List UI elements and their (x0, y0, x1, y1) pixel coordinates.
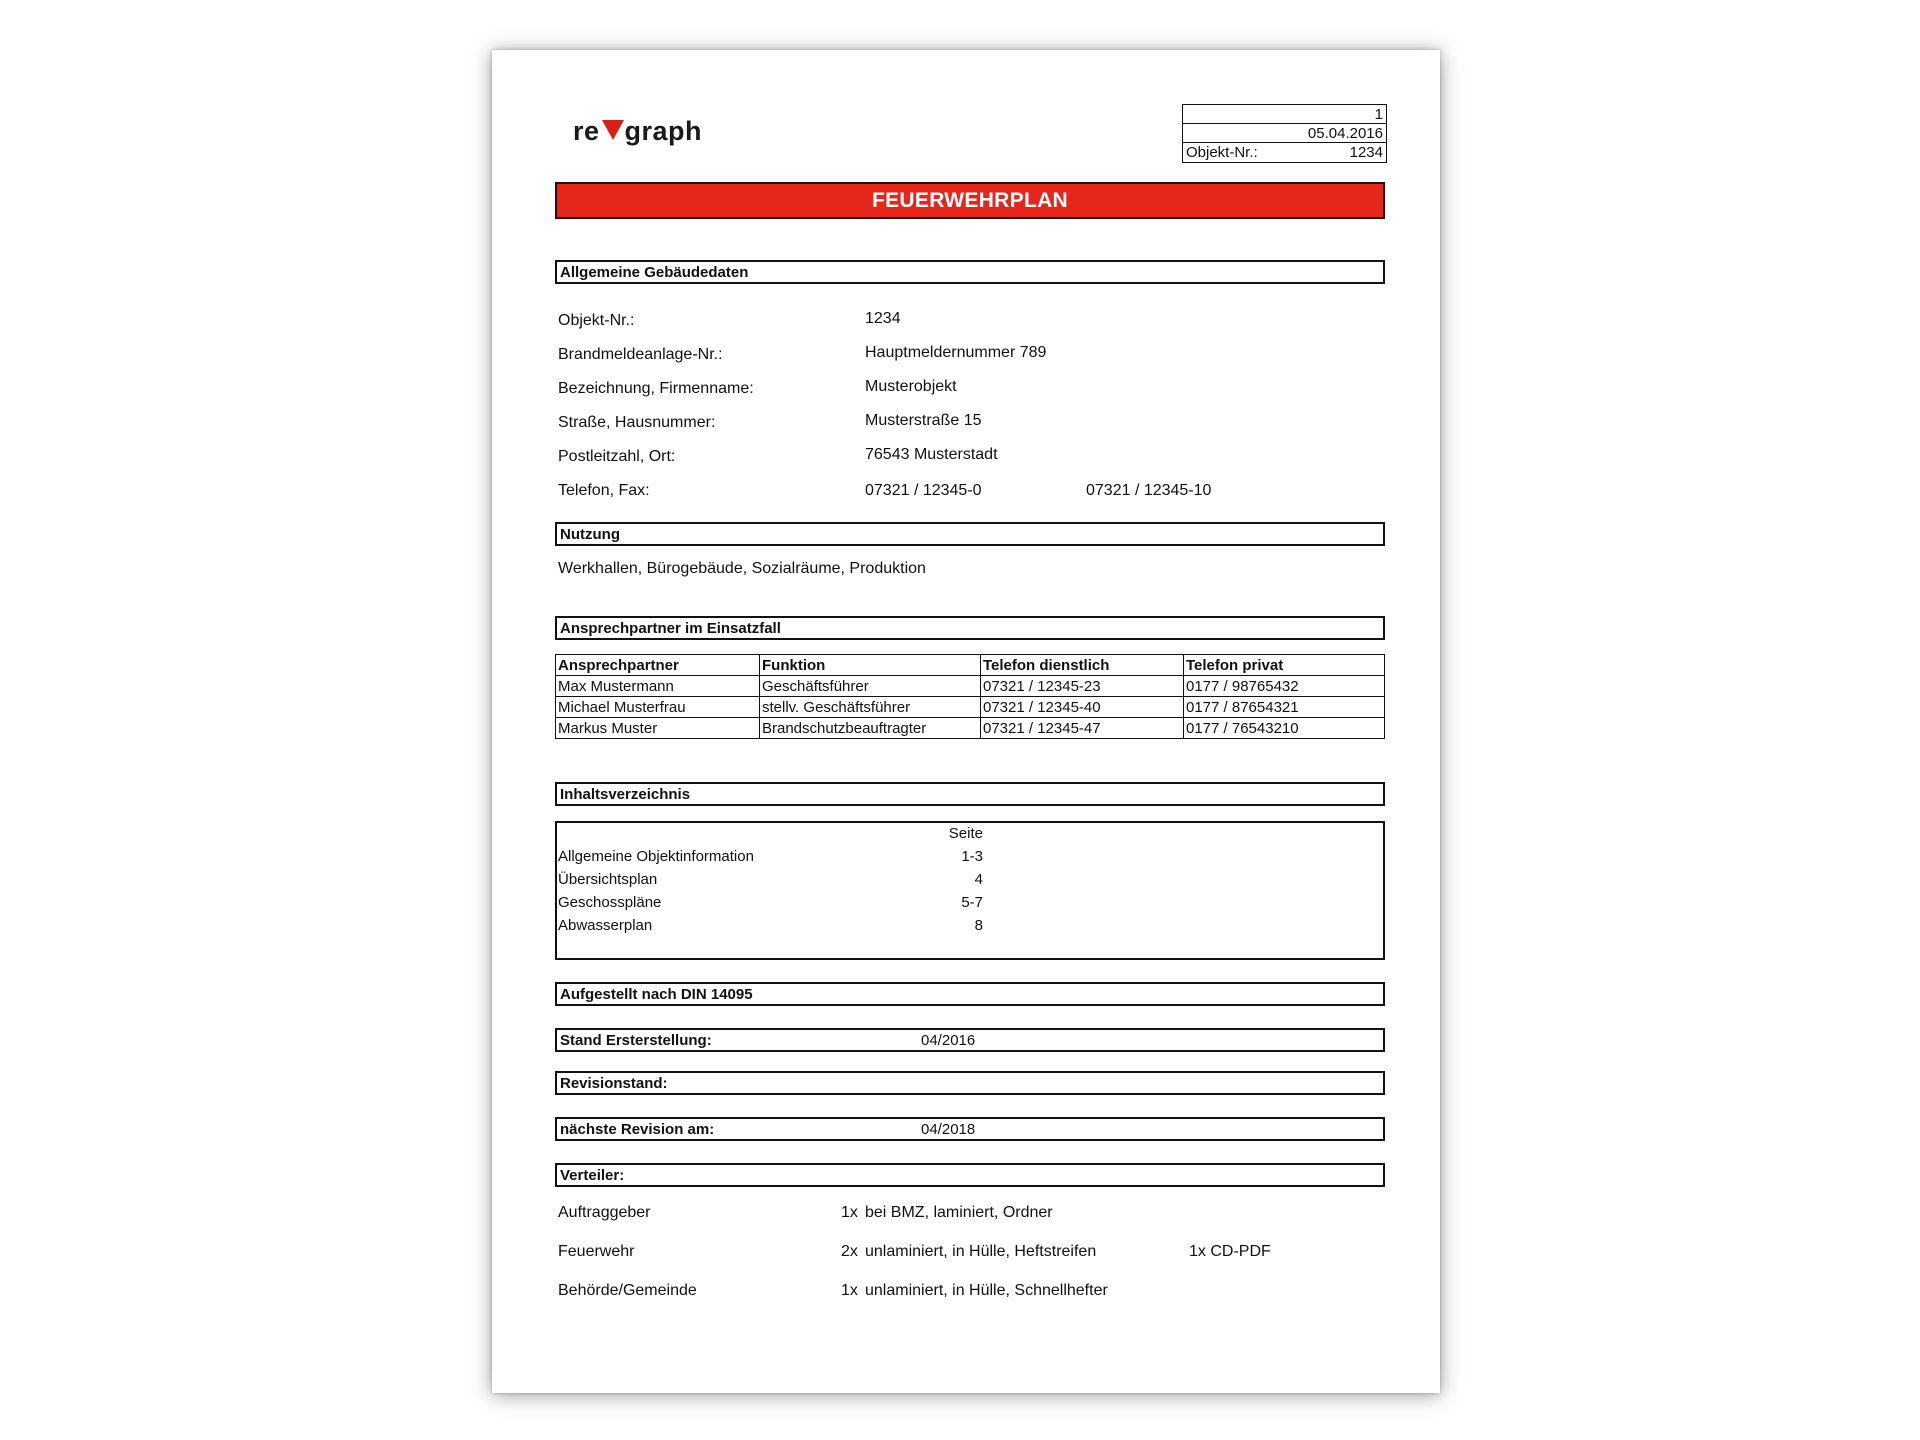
distribution-recipient: Behörde/Gemeinde (558, 1282, 697, 1299)
general-label: Brandmeldeanlage-Nr.: (558, 346, 723, 363)
general-value: Musterstraße 15 (865, 412, 982, 429)
toc-item-label: Abwasserplan (558, 917, 653, 934)
section-contacts-heading: Ansprechpartner im Einsatzfall (555, 616, 1385, 640)
toc-item-page: 1-3 (961, 848, 983, 865)
contacts-col-header: Telefon dienstlich (981, 655, 1184, 676)
toc-item-page: 5-7 (961, 894, 983, 911)
general-value: 76543 Musterstadt (865, 446, 998, 463)
general-value: 1234 (865, 310, 901, 327)
contact-phone-private: 0177 / 98765432 (1184, 676, 1385, 697)
general-value: Hauptmeldernummer 789 (865, 344, 1047, 361)
general-label: Objekt-Nr.: (558, 312, 635, 329)
revision-label: Revisionstand: (560, 1074, 668, 1092)
revision-row (555, 1071, 1385, 1095)
info-objekt-row (1183, 143, 1386, 162)
distribution-recipient: Feuerwehr (558, 1243, 635, 1260)
general-label: Postleitzahl, Ort: (558, 448, 676, 465)
distribution-desc: unlaminiert, in Hülle, Heftstreifen (865, 1243, 1097, 1260)
general-label: Straße, Hausnummer: (558, 414, 716, 431)
stand-label: Stand Ersterstellung: (560, 1031, 712, 1049)
contact-phone-work: 07321 / 12345-40 (981, 697, 1184, 718)
distribution-qty: 1x (841, 1282, 858, 1299)
document-info-box (1182, 104, 1387, 163)
contact-phone-work: 07321 / 12345-47 (981, 718, 1184, 739)
info-objekt-label: Objekt-Nr.: (1186, 144, 1258, 161)
company-logo (573, 116, 702, 147)
contact-phone-private: 0177 / 87654321 (1184, 697, 1385, 718)
section-toc-heading: Inhaltsverzeichnis (555, 782, 1385, 806)
info-page-row (1183, 105, 1386, 124)
usage-text: Werkhallen, Bürogebäude, Sozialräume, Produktion (558, 560, 926, 577)
distribution-qty: 1x (841, 1204, 858, 1221)
logo-triangle-icon (602, 120, 624, 140)
distribution-recipient: Auftraggeber (558, 1204, 651, 1221)
document-title: FEUERWEHRPLAN (555, 182, 1385, 219)
distribution-qty: 2x (841, 1243, 858, 1260)
general-value-phone: 07321 / 12345-0 (865, 482, 982, 499)
contacts-header-row (556, 655, 1385, 676)
toc-item-page: 4 (974, 871, 983, 888)
logo-text-left: re (573, 116, 600, 146)
contact-phone-work: 07321 / 12345-23 (981, 676, 1184, 697)
next-revision-label: nächste Revision am: (560, 1120, 715, 1138)
contact-name: Markus Muster (556, 718, 760, 739)
logo-text-right: graph (624, 116, 703, 146)
toc-item-page: 8 (974, 917, 983, 934)
toc-item-label: Geschosspläne (558, 894, 662, 911)
section-general-heading: Allgemeine Gebäudedaten (555, 260, 1385, 284)
din-heading: Aufgestellt nach DIN 14095 (555, 982, 1385, 1006)
document-page (492, 50, 1440, 1393)
next-revision-value: 04/2018 (921, 1120, 976, 1138)
next-revision-row (555, 1117, 1385, 1141)
table-row (556, 697, 1385, 718)
toc-page-header: Seite (948, 825, 983, 842)
general-label: Bezeichnung, Firmenname: (558, 380, 754, 397)
contact-name: Max Mustermann (556, 676, 760, 697)
distribution-extra: 1x CD-PDF (1189, 1243, 1271, 1260)
contact-phone-private: 0177 / 76543210 (1184, 718, 1385, 739)
info-objekt-value: 1234 (1349, 144, 1383, 161)
section-distribution-heading: Verteiler: (555, 1163, 1385, 1187)
info-date-row (1183, 124, 1386, 143)
contact-function: stellv. Geschäftsführer (760, 697, 981, 718)
contacts-col-header: Ansprechpartner (556, 655, 760, 676)
toc-item-label: Übersichtsplan (558, 871, 658, 888)
distribution-desc: unlaminiert, in Hülle, Schnellhefter (865, 1282, 1108, 1299)
general-value-fax: 07321 / 12345-10 (1086, 482, 1212, 499)
table-row (556, 676, 1385, 697)
stand-row (555, 1028, 1385, 1052)
stand-value: 04/2016 (921, 1031, 976, 1049)
contacts-table (555, 654, 1385, 739)
toc-box (555, 821, 1385, 960)
toc-item-label: Allgemeine Objektinformation (558, 848, 754, 865)
section-usage-heading: Nutzung (555, 522, 1385, 546)
info-page-number: 1 (1374, 105, 1383, 123)
contacts-col-header: Funktion (760, 655, 981, 676)
table-row (556, 718, 1385, 739)
general-value: Musterobjekt (865, 378, 957, 395)
info-date: 05.04.2016 (1307, 124, 1383, 142)
contacts-col-header: Telefon privat (1184, 655, 1385, 676)
contact-function: Brandschutzbeauftragter (760, 718, 981, 739)
contact-name: Michael Musterfrau (556, 697, 760, 718)
general-label: Telefon, Fax: (558, 482, 650, 499)
contact-function: Geschäftsführer (760, 676, 981, 697)
distribution-desc: bei BMZ, laminiert, Ordner (865, 1204, 1053, 1221)
